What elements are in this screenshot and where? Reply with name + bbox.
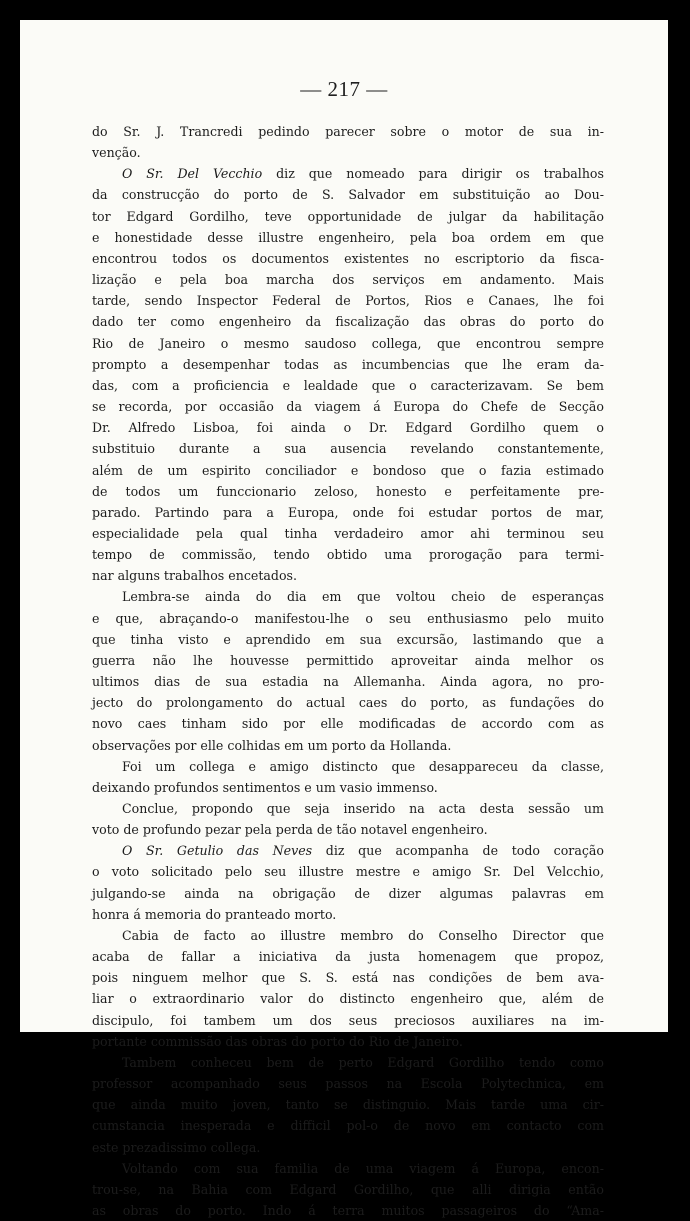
text-line (92, 438, 604, 459)
line-text: do Sr. J. Trancredi pedindo parecer sobre o motor de sua in- (92, 124, 604, 139)
text-line (92, 184, 604, 205)
line-text: Tambem conheceu bem de perto Edgard Gordilho tendo como (122, 1054, 604, 1070)
text-line (92, 629, 604, 650)
line-text: Cabia de facto ao illustre membro do Conselho Director que (122, 927, 604, 943)
line-text: diz que nomeado para dirigir os trabalhos (262, 166, 604, 182)
text-line (92, 206, 604, 227)
text-line (92, 121, 604, 142)
line-text: este prezadissimo collega. (92, 1139, 261, 1155)
line-text: se recorda, por occasião da viagem á Europa do Chefe de Secção (92, 399, 604, 415)
line-text: as obras do porto. Indo á terra muitos passageiros do “Ama- (92, 1202, 604, 1218)
text-line (92, 1094, 604, 1115)
line-text: de todos um funccionario zeloso, honesto e perfeitamente pre- (92, 483, 604, 499)
speaker-name: O Sr. Getulio das Neves (122, 843, 313, 859)
line-text: honra á memoria do pranteado morto. (92, 906, 337, 922)
text-line (92, 523, 604, 544)
text-line (92, 227, 604, 248)
text-line (92, 333, 604, 354)
text-line (92, 692, 604, 713)
text-line (92, 1137, 604, 1158)
text-line (92, 396, 604, 417)
text-line (92, 311, 604, 332)
text-line (92, 756, 604, 777)
line-text: especialidade pela qual tinha verdadeiro amor ahi terminou seu (92, 525, 604, 541)
text-line (92, 1031, 604, 1052)
line-text: voto de profundo pezar pela perda de tão notavel engenheiro. (92, 822, 488, 838)
text-line (92, 269, 604, 290)
text-line (92, 565, 604, 586)
text-line (92, 354, 604, 375)
text-line (92, 460, 604, 481)
line-text: julgando-se ainda na obrigação de dizer algumas palavras em (92, 885, 604, 901)
line-text: parado. Partindo para a Europa, onde foi estudar portos de mar, (92, 504, 604, 520)
text-line (92, 544, 604, 565)
line-text: o voto solicitado pelo seu illustre mestre e amigo Sr. Del Velcchio, (92, 864, 604, 880)
line-text: além de um espirito conciliador e bondoso que o fazia estimado (92, 462, 604, 478)
line-text: pois ninguem melhor que S. S. está nas condições de bem ava- (92, 970, 604, 986)
text-line (92, 840, 604, 861)
text-line (92, 417, 604, 438)
line-text: que ainda muito joven, tanto se distinguio. Mais tarde uma cir- (92, 1097, 604, 1113)
line-text: trou-se, na Bahia com Edgard Gordilho, que alli dirigia então (92, 1181, 604, 1197)
line-text: deixando profundos sentimentos e um vasio immenso. (92, 779, 438, 795)
line-text: acaba de fallar a iniciativa da justa homenagem que propoz, (92, 949, 604, 965)
text-line (92, 671, 604, 692)
line-text: tempo de commissão, tendo obtido uma prorogação para termi- (92, 547, 604, 563)
line-text: e honestidade desse illustre engenheiro, pela boa ordem em que (92, 229, 604, 245)
text-line (92, 1158, 604, 1179)
line-text: cumstancia inesperada e difficil pol-o de novo em contacto com (92, 1118, 604, 1134)
text-line (92, 819, 604, 840)
text-line (92, 290, 604, 311)
text-line (92, 248, 604, 269)
text-line (92, 1010, 604, 1031)
text-line (92, 502, 604, 523)
line-text: encontrou todos os documentos existentes no escriptorio da fisca- (92, 250, 604, 266)
line-text: novo caes tinham sido por elle modificadas de accordo com as (92, 716, 604, 732)
text-line (92, 967, 604, 988)
line-text: da construcção do porto de S. Salvador em substituição ao Dou- (92, 187, 604, 203)
line-text: dado ter como engenheiro da fiscalização das obras do porto do (92, 314, 604, 330)
text-line (92, 163, 604, 184)
text-line (92, 883, 604, 904)
line-text: Foi um collega e amigo distincto que desappareceu da classe, (122, 758, 604, 774)
text-line (92, 375, 604, 396)
text-line (92, 586, 604, 607)
line-text: ultimos dias de sua estadia na Allemanha. Ainda agora, no pro- (92, 674, 604, 690)
text-line (92, 1073, 604, 1094)
line-text: Lembra-se ainda do dia em que voltou cheio de esperanças (122, 589, 604, 605)
line-text: discipulo, foi tambem um dos seus preciosos auxiliares na im- (92, 1012, 604, 1028)
text-line (92, 777, 604, 798)
text-line (92, 988, 604, 1009)
text-line (92, 1179, 604, 1200)
line-text: das, com a proficiencia e lealdade que o caracterizavam. Se bem (92, 377, 604, 393)
line-text: jecto do prolongamento do actual caes do porto, as fundações do (92, 695, 604, 711)
text-line (92, 1115, 604, 1136)
text-line (92, 481, 604, 502)
text-line (92, 142, 604, 163)
page-number: — 217 — (300, 77, 388, 101)
document-page (20, 20, 668, 1218)
line-text: prompto a desempenhar todas as incumbencias que lhe eram da- (92, 356, 604, 372)
line-text: lização e pela boa marcha dos serviços em andamento. Mais (92, 272, 604, 288)
text-line (92, 608, 604, 629)
line-text: guerra não lhe houvesse permittido aproveitar ainda melhor os (92, 652, 604, 668)
text-line (92, 798, 604, 819)
speaker-name: O Sr. Del Vecchio (122, 166, 263, 182)
line-text: e que, abraçando-o manifestou-lhe o seu enthusiasmo pelo muito (92, 610, 604, 626)
line-text: Dr. Alfredo Lisboa, foi ainda o Dr. Edgard Gordilho quem o (92, 420, 604, 436)
text-line (92, 946, 604, 967)
line-text: Rio de Janeiro o mesmo saudoso collega, que encontrou sempre (92, 335, 604, 351)
line-text: venção. (92, 145, 141, 161)
line-text: nar alguns trabalhos encetados. (92, 568, 298, 584)
line-text: Voltando com sua familia de uma viagem á Europa, encon- (122, 1160, 604, 1176)
text-line (92, 1200, 604, 1221)
line-text: Conclue, propondo que seja inserido na acta desta sessão um (122, 801, 604, 816)
line-text: substituio durante a sua ausencia revelando constantemente, (92, 441, 604, 457)
text-line (92, 861, 604, 882)
text-line (92, 925, 604, 946)
text-line (92, 735, 604, 756)
line-text: liar o extraordinario valor do distincto engenheiro que, além de (92, 991, 604, 1007)
line-text: que tinha visto e aprendido em sua excursão, lastimando que a (92, 631, 604, 647)
text-line (92, 1052, 604, 1073)
line-text: diz que acompanha de todo coração (312, 843, 604, 859)
line-text: tarde, sendo Inspector Federal de Portos, Rios e Canaes, lhe foi (92, 293, 604, 309)
line-text: professor acompanhado seus passos na Escola Polytechnica, em (92, 1076, 604, 1092)
text-line (92, 713, 604, 734)
body-text (92, 121, 604, 1221)
text-line (92, 650, 604, 671)
line-text: portante commissão das obras do porto do Rio de Janeiro. (92, 1033, 463, 1049)
text-line (92, 904, 604, 925)
line-text: tor Edgard Gordilho, teve opportunidade de julgar da habilitação (92, 208, 604, 224)
line-text: observações por elle colhidas em um porto da Hollanda. (92, 737, 452, 753)
